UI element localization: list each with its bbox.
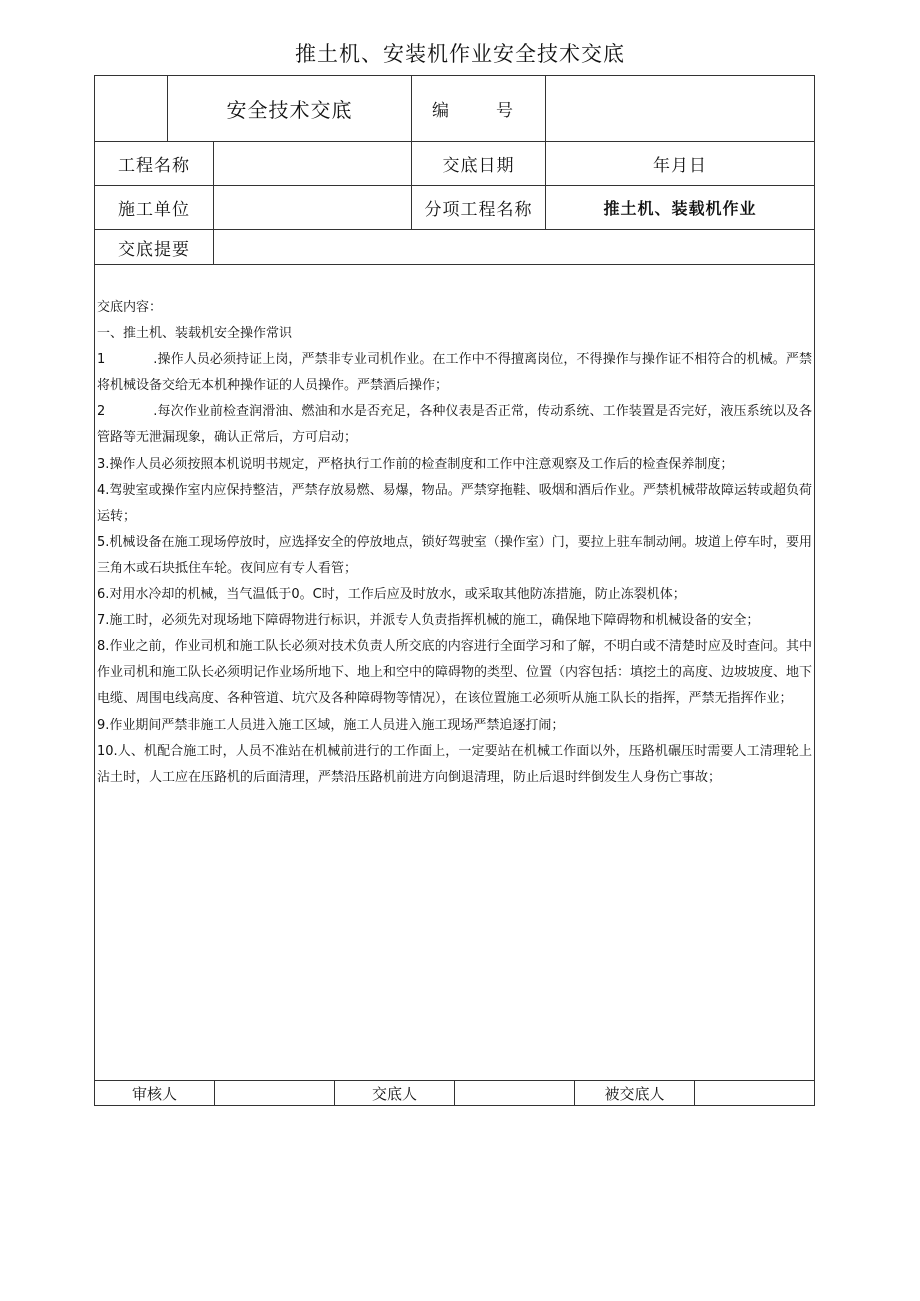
content-item-number: 4 <box>97 482 106 498</box>
section-title: 安全技术交底 <box>168 76 412 142</box>
disclosure-content <box>95 265 815 1081</box>
content-item-number: 9 <box>97 717 106 733</box>
project-name-value[interactable] <box>214 142 412 186</box>
content-item <box>97 478 812 530</box>
content-intro: 交底内容： <box>97 300 163 315</box>
content-item-number: 6 <box>97 587 106 603</box>
content-item <box>97 347 812 399</box>
content-item-text: .对用水冷却的机械，当气温低于0。C时，工作后应及时放水，或采取其他防冻措施，防止冻裂机体； <box>105 587 686 603</box>
content-item-text: .作业之前，作业司机和施工队长必须对技术负责人所交底的内容进行全面学习和了解，不明白或不清楚时应及时查问。其中作业司机和施工队长必须明记作业场所地下、地上和空中的障碍物的类型、位置（内容包括：填挖土的高度、边坡坡度、地下电缆、周围电线高度、各种管道、坑穴及各种障碍物等情况），在该位置施工必须听从施工队长的指挥，严禁无指挥作业； <box>97 639 813 707</box>
signature-row <box>94 1080 815 1106</box>
content-item <box>97 399 812 451</box>
content-item <box>97 530 812 582</box>
content-item <box>97 739 812 791</box>
content-item-number: 8 <box>97 639 106 655</box>
date-label: 交底日期 <box>412 142 546 186</box>
blank-corner-cell <box>95 76 168 142</box>
summary-value[interactable] <box>214 230 815 265</box>
content-item-number: 10 <box>97 743 114 759</box>
content-item-text: .操作人员必须按照本机说明书规定，严格执行工作前的检查制度和工作中注意观察及工作后的检查保养制度； <box>105 456 734 472</box>
content-item-text: .机械设备在施工现场停放时，应选择安全的停放地点，锁好驾驶室（操作室）门，要拉上驻车制动闸。坡道上停车时，要用三角木或石块抵住车轮。夜间应有专人看管； <box>97 534 812 576</box>
date-value[interactable]: 年月日 <box>546 142 815 186</box>
disclosure-form <box>94 75 815 1081</box>
discloser-signature[interactable] <box>455 1081 575 1106</box>
project-name-label: 工程名称 <box>95 142 214 186</box>
summary-label: 交底提要 <box>95 230 214 265</box>
recipient-signature[interactable] <box>695 1081 815 1106</box>
number-value[interactable] <box>546 76 815 142</box>
number-label <box>412 76 546 142</box>
content-item-text: .驾驶室或操作室内应保持整洁，严禁存放易燃、易爆，物品。严禁穿拖鞋、吸烟和酒后作业。严禁机械带故障运转或超负荷运转； <box>97 482 812 524</box>
content-item <box>97 634 812 712</box>
construction-unit-value[interactable] <box>214 186 412 230</box>
content-item-text: .作业期间严禁非施工人员进入施工区域，施工人员进入施工现场严禁追逐打闹； <box>105 717 565 733</box>
construction-unit-label: 施工单位 <box>95 186 214 230</box>
content-item-text: .每次作业前检查润滑油、燃油和水是否充足，各种仪表是否正常，传动系统、工作装置是否完好，液压系统以及各管路等无泄漏现象，确认正常后，方可启动； <box>97 404 812 446</box>
content-item-text: .操作人员必须持证上岗，严禁非专业司机作业。在工作中不得擅离岗位，不得操作与操作证不相符合的机械。严禁将机械设备交给无本机种操作证的人员操作。严禁酒后操作； <box>97 352 812 394</box>
content-item-number: 3 <box>97 456 106 472</box>
content-item <box>97 452 812 478</box>
content-item-number: 7 <box>97 613 106 629</box>
discloser-label: 交底人 <box>335 1081 455 1106</box>
document-title: 推土机、安装机作业安全技术交底 <box>295 42 625 66</box>
content-item <box>97 713 812 739</box>
content-item-text: .施工时，必须先对现场地下障碍物进行标识，并派专人负责指挥机械的施工，确保地下障碍物和机械设备的安全； <box>105 613 760 629</box>
number-label-char-1: 编 <box>432 101 449 121</box>
content-item-number: 1 <box>97 352 106 368</box>
reviewer-signature[interactable] <box>215 1081 335 1106</box>
content-item-number: 2 <box>97 404 106 420</box>
sub-project-label: 分项工程名称 <box>412 186 546 230</box>
content-section-heading: 一、推土机、装载机安全操作常识 <box>97 326 293 342</box>
content-item-number: 5 <box>97 534 106 550</box>
reviewer-label: 审核人 <box>95 1081 215 1106</box>
content-item-text: .人、机配合施工时，人员不准站在机械前进行的工作面上，一定要站在机械工作面以外，压路机碾压时需要人工清理轮上沾土时，人工应在压路机的后面清理，严禁沿压路机前进方向倒退清理，防止后退时绊倒发生人身伤亡事故； <box>97 743 812 785</box>
content-items <box>97 347 812 791</box>
content-item <box>97 582 812 608</box>
recipient-label: 被交底人 <box>575 1081 695 1106</box>
content-item <box>97 608 812 634</box>
sub-project-value[interactable]: 推土机、装载机作业 <box>546 186 815 230</box>
number-label-char-2: 号 <box>496 101 513 121</box>
